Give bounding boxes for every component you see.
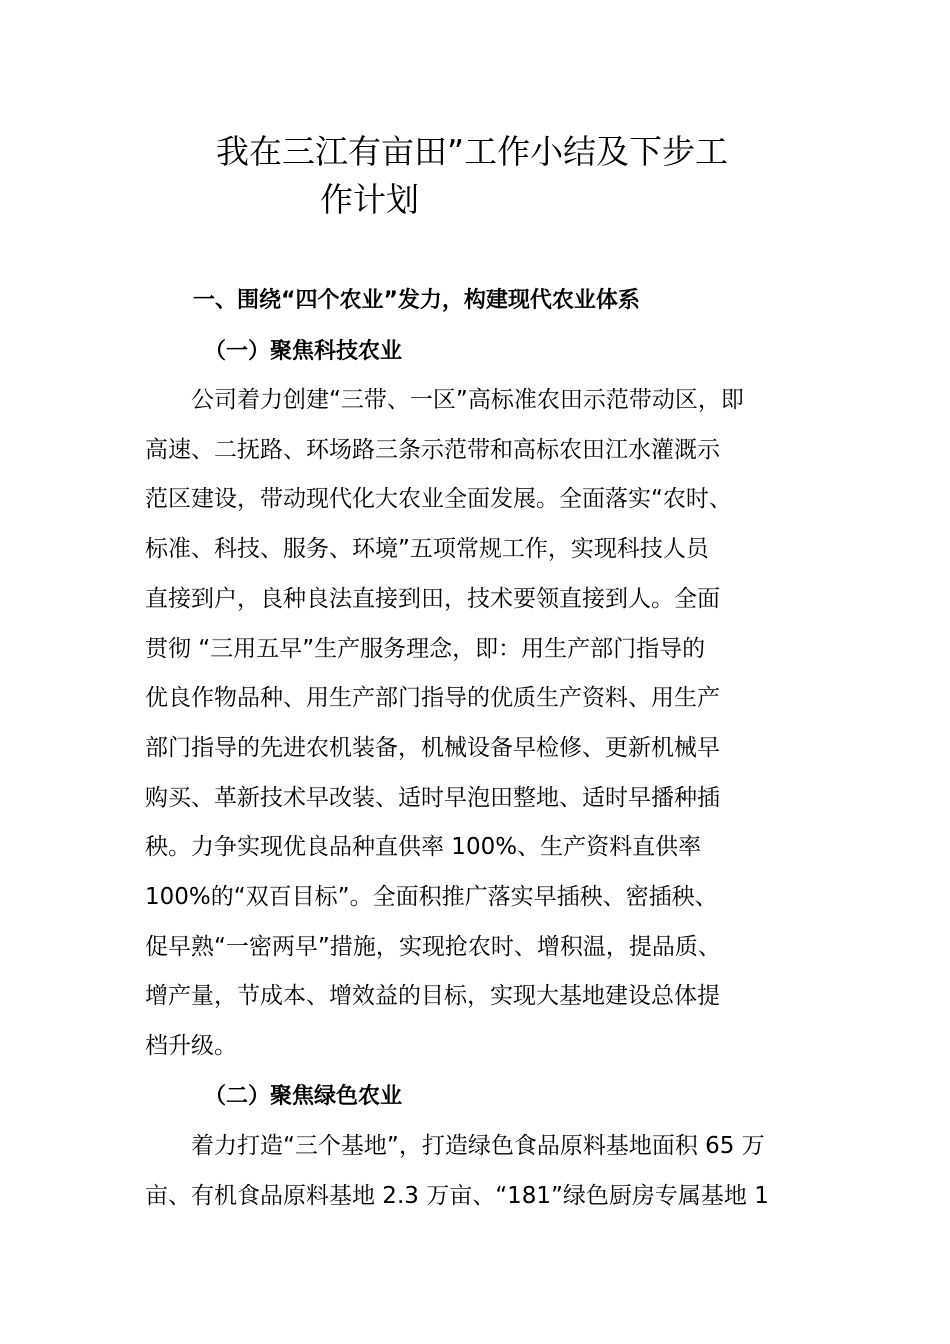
text-line: 增产量，节成本、增效益的目标，实现大基地建设总体提 — [145, 983, 720, 1010]
text-line: 直接到户，良种良法直接到田，技术要领直接到人。全面 — [145, 585, 720, 612]
text-line: 促早熟“一密两早”措施，实现抢农时、增积温，提品质、 — [145, 933, 721, 960]
text-line: 公司着力创建“三带、一区”高标准农田示范带动区，即 — [191, 387, 744, 413]
subsection-heading-1: （一）聚焦科技农业 — [204, 339, 403, 364]
document-title — [216, 128, 816, 224]
text-line: 亩、有机食品原料基地 2.3 万亩、“181”绿色厨房专属基地 1 — [145, 1182, 769, 1209]
text-line: 档升级。 — [145, 1033, 237, 1060]
section-heading-1: 一、围绕“四个农业”发力，构建现代农业体系 — [193, 288, 640, 313]
text-line: 优良作物品种、用生产部门指导的优质生产资料、用生产 — [145, 685, 720, 712]
text-line: 部门指导的先进农机装备，机械设备早检修、更新机械早 — [145, 734, 720, 761]
text-line: 贯彻 “三用五早”生产服务理念，即：用生产部门指导的 — [145, 635, 706, 662]
paragraph-tech-agriculture — [145, 376, 810, 1072]
paragraph-green-agriculture — [145, 1122, 810, 1221]
text-line: 着力打造“三个基地”，打造绿色食品原料基地面积 65 万 — [191, 1133, 765, 1159]
text-line: 标准、科技、服务、环境”五项常规工作，实现科技人员 — [145, 536, 709, 563]
title-line-1: 我在三江有亩田”工作小结及下步工 — [216, 132, 729, 171]
text-line: 购买、革新技术早改装、适时早泡田整地、适时早播种插 — [145, 784, 720, 811]
text-line: 秧。力争实现优良品种直供率 100%、生产资料直供率 — [145, 834, 702, 861]
text-line: 范区建设，带动现代化大农业全面发展。全面落实“农时、 — [145, 486, 732, 513]
title-line-2: 作计划 — [320, 180, 419, 219]
text-line: 高速、二抚路、环场路三条示范带和高标农田江水灌溉示 — [145, 436, 720, 463]
subsection-heading-2: （二）聚焦绿色农业 — [204, 1084, 403, 1109]
text-line: 100%的“双百目标”。全面积推广落实早插秧、密插秧、 — [145, 884, 718, 911]
